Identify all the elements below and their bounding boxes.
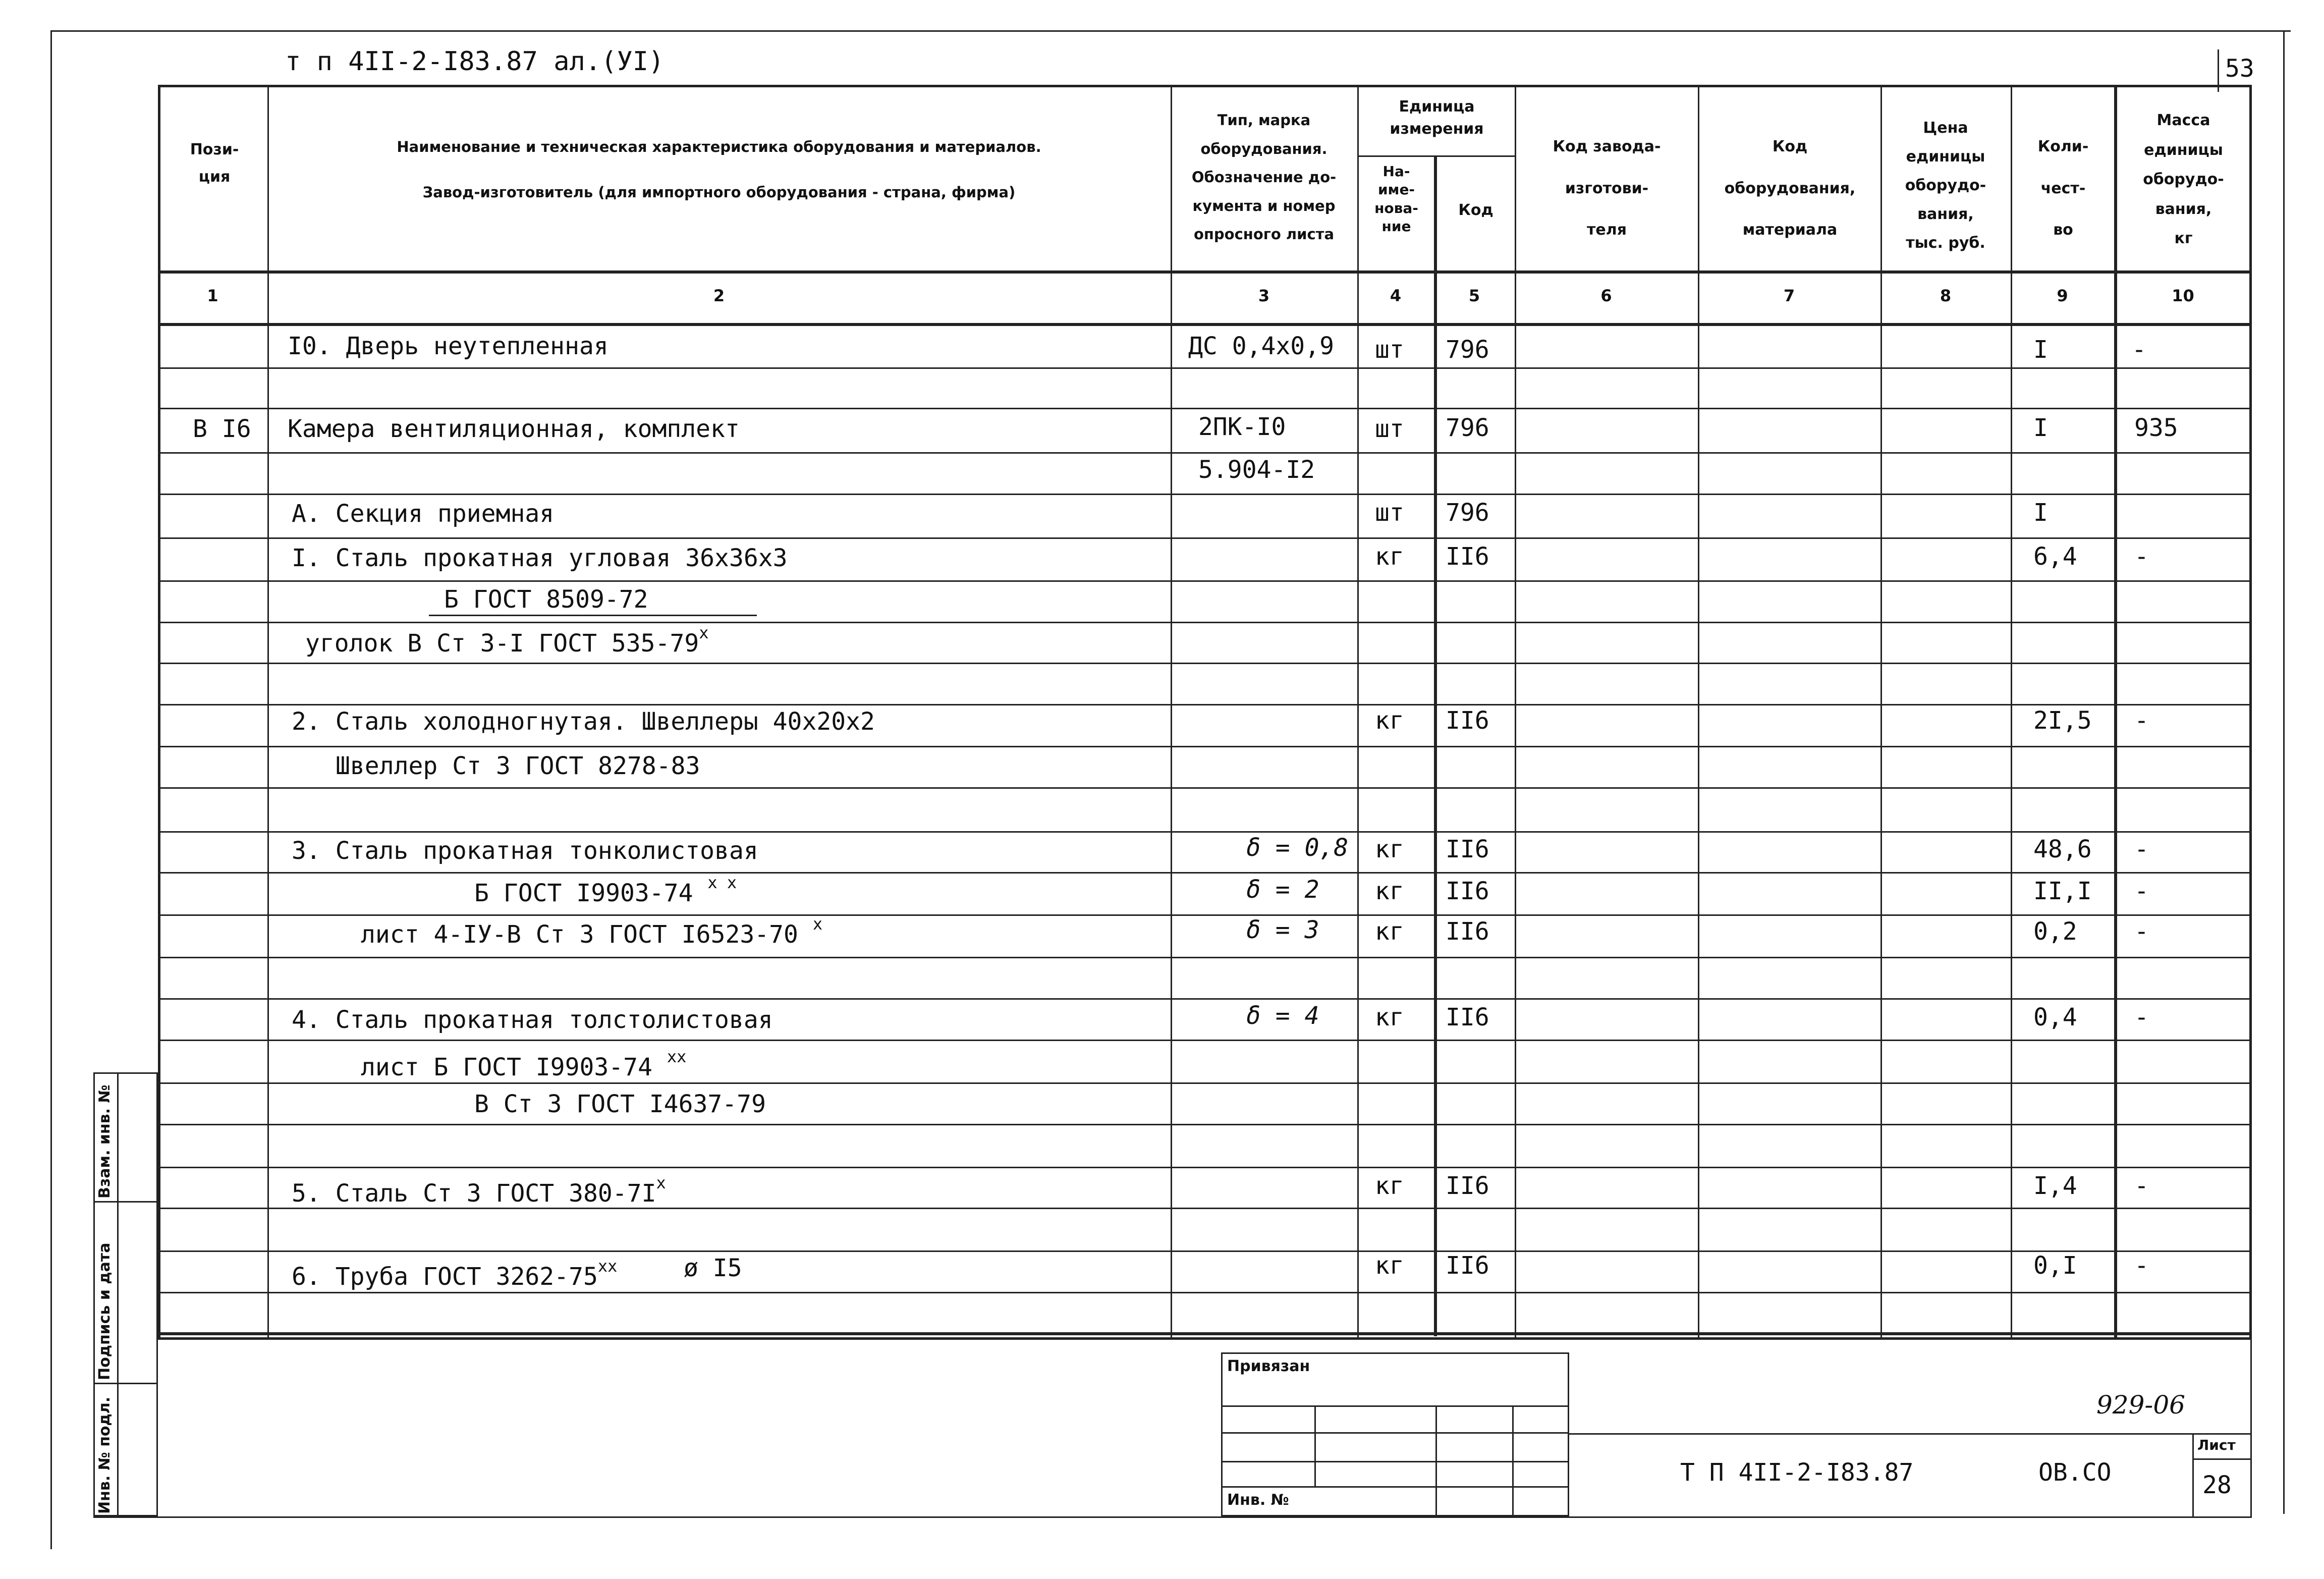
row-type: 5.904-I2 (1198, 456, 1315, 484)
col-number-8: 8 (1940, 286, 1952, 305)
row-name-text: 5. Сталь Ст 3 ГОСТ 380-7I (292, 1179, 656, 1208)
row-name (292, 1173, 666, 1208)
col-header-quantity: Коли- чест- во (2037, 138, 2089, 239)
row-mass: - (2134, 1172, 2149, 1200)
row-line (158, 1250, 2252, 1252)
row-name (361, 1047, 686, 1081)
row-name: Б ГОСТ 8509-72 (444, 585, 648, 614)
row-qty: 48,6 (2033, 835, 2092, 863)
row-line (158, 831, 2252, 833)
row-qty: 2I,5 (2033, 706, 2092, 735)
col-number-2: 2 (713, 286, 725, 305)
side-stamp-divider (117, 1072, 119, 1516)
row-name-sup: xx (667, 1047, 687, 1066)
row-line (158, 663, 2252, 664)
row-name-text: уголок В Ст 3-I ГОСТ 535-79 (305, 629, 699, 658)
row-code: II6 (1446, 542, 1489, 571)
col-number-1: 1 (207, 286, 218, 305)
side-stamp-inv-podl: Инв. № подл. (96, 1396, 114, 1514)
left-margin-line (50, 30, 52, 1549)
row-name: I0. Дверь неутепленная (288, 332, 608, 360)
row-name: 3. Сталь прокатная тонколистовая (292, 837, 758, 865)
col-line-3 (1357, 85, 1359, 1340)
col-header-position: Пози- ция (190, 141, 239, 186)
row-mass: - (2134, 542, 2149, 571)
sheet-number: 28 (2202, 1471, 2232, 1499)
bottom-frame-line (93, 1516, 2252, 1518)
col-number-10: 10 (2172, 286, 2194, 305)
row-line (158, 1124, 2252, 1125)
row-line (158, 1208, 2252, 1209)
row-name-sup: x (656, 1173, 666, 1192)
row-line (158, 704, 2252, 705)
row-line (158, 787, 2252, 789)
row-qty: 6,4 (2033, 542, 2077, 571)
row-mass: - (2134, 877, 2149, 905)
col-line-8 (2011, 85, 2012, 1340)
row-unit: шт (1375, 499, 1404, 527)
binding-line (1221, 1405, 1569, 1407)
row-unit: шт (1375, 336, 1404, 364)
col-header-unit-code: Код (1458, 201, 1493, 219)
header-bottom-line (158, 270, 2252, 274)
row-name: А. Секция приемная (292, 500, 555, 528)
col-line-1 (267, 85, 269, 1340)
row-name: I. Сталь прокатная угловая 36х36х3 (292, 544, 788, 572)
row-qty: I,4 (2033, 1172, 2077, 1200)
row-line (158, 1040, 2252, 1041)
col-header-unit-name: На- име- нова- ние (1374, 163, 1418, 235)
row-name (292, 1257, 617, 1291)
sheet-label: Лист (2197, 1437, 2236, 1453)
row-line (158, 494, 2252, 495)
inv-no-label: Инв. № (1227, 1491, 1289, 1509)
row-unit: кг (1375, 706, 1404, 735)
row-name: Швеллер Ст 3 ГОСТ 8278-83 (336, 752, 700, 780)
row-type: δ = 0,8 (1246, 834, 1349, 862)
row-position: В I6 (193, 415, 251, 443)
row-line (158, 1167, 2252, 1168)
col-number-9: 9 (2057, 286, 2068, 305)
row-name-sup: xx (597, 1257, 618, 1276)
row-code: 796 (1446, 414, 1489, 442)
row-type: δ = 4 (1246, 1002, 1319, 1030)
col-line-9 (2114, 85, 2117, 1340)
col-header-factory-code: Код завода- изготови- теля (1553, 138, 1661, 239)
row-line (158, 1082, 2252, 1084)
side-stamp-vzam-inv: Взам. инв. № (96, 1084, 114, 1199)
col-line-6 (1698, 85, 1699, 1340)
row-line (158, 408, 2252, 409)
row-mass: - (2134, 1003, 2149, 1031)
col-header-name-line2: Завод-изготовитель (для импортного оборудования - страна, фирма) (422, 184, 1016, 201)
row-type: ДС 0,4х0,9 (1188, 332, 1334, 360)
row-type: 2ПК-I0 (1198, 413, 1286, 441)
row-name: Камера вентиляционная, комплект (288, 415, 740, 443)
col-number-6: 6 (1600, 286, 1612, 305)
col-header-name-line1: Наименование и техническая характеристика оборудования и материалов. (397, 138, 1041, 155)
row-name (474, 873, 737, 907)
col-number-3: 3 (1258, 286, 1270, 305)
row-code: II6 (1446, 835, 1489, 863)
col-number-7: 7 (1783, 286, 1795, 305)
row-name-text: 6. Труба ГОСТ 3262-75 (292, 1263, 598, 1291)
row-line (158, 580, 2252, 582)
row-unit: кг (1375, 877, 1404, 905)
row-unit: кг (1375, 1251, 1404, 1280)
right-margin-line (2283, 30, 2285, 1514)
row-line (158, 872, 2252, 874)
binding-col (1512, 1405, 1514, 1516)
row-mass: - (2134, 835, 2149, 863)
row-line (158, 452, 2252, 454)
doc-ref-header: т п 4II-2-I83.87 ал.(УI) (285, 46, 665, 77)
row-type: δ = 3 (1246, 916, 1319, 944)
row-code: II6 (1446, 706, 1489, 735)
title-block-top-line (1569, 1433, 2252, 1435)
row-qty: II,I (2033, 877, 2092, 905)
row-code: II6 (1446, 1172, 1489, 1200)
fraction-line (429, 615, 757, 616)
row-unit: шт (1375, 415, 1404, 443)
row-code: II6 (1446, 917, 1489, 946)
col-line-5 (1515, 85, 1516, 1340)
row-line (158, 957, 2252, 958)
col-header-unit-group: Единица измерения (1390, 98, 1484, 138)
row-unit: кг (1375, 1172, 1404, 1200)
section-code: ОВ.СО (2038, 1458, 2112, 1487)
col-number-5: 5 (1468, 286, 1480, 305)
row-mass: - (2134, 706, 2149, 735)
row-name-text: лист Б ГОСТ I9903-74 (361, 1053, 652, 1081)
colnum-bottom-line (158, 323, 2252, 326)
row-code: II6 (1446, 877, 1489, 905)
row-name-text: лист 4-IУ-В Ст 3 ГОСТ I6523-70 (361, 920, 798, 949)
row-mass: - (2132, 336, 2146, 364)
binding-line (1221, 1461, 1569, 1462)
row-name (305, 623, 709, 658)
row-name (361, 914, 822, 949)
page-number: 53 (2225, 55, 2254, 83)
row-qty: I (2033, 336, 2048, 364)
table-body-bottom-line (158, 1332, 2252, 1335)
col-line-2 (1171, 85, 1172, 1340)
row-mass: 935 (2134, 414, 2178, 442)
row-name-sup: x (699, 623, 709, 642)
row-qty: 0,2 (2033, 917, 2077, 946)
row-qty: I (2033, 414, 2048, 442)
col-header-price: Цена единицы оборудо- вания, тыс. руб. (1905, 119, 1986, 252)
row-unit: кг (1375, 542, 1404, 571)
row-name-sup: x x (707, 873, 737, 892)
col-header-mass: Масса единицы оборудо- вания, кг (2143, 112, 2224, 247)
row-type: δ = 2 (1246, 876, 1319, 904)
row-mass: - (2134, 917, 2149, 946)
sheet-box-line (2192, 1458, 2252, 1460)
row-unit: кг (1375, 1003, 1404, 1031)
binding-col (1435, 1405, 1437, 1516)
row-name: 4. Сталь прокатная толстолистовая (292, 1006, 773, 1034)
col-header-equipment-code: Код оборудования, материала (1724, 138, 1856, 239)
binding-col (1314, 1405, 1316, 1486)
row-line (158, 367, 2252, 369)
row-unit: кг (1375, 917, 1404, 946)
row-code: II6 (1446, 1251, 1489, 1280)
row-name-suffix: ø I5 (684, 1254, 742, 1282)
row-line (158, 1292, 2252, 1293)
row-qty: 0,4 (2033, 1003, 2077, 1031)
col-header-type: Тип, марка оборудования. Обозначение до- кумента и номер опросного листа (1191, 112, 1337, 243)
row-qty: 0,I (2033, 1251, 2077, 1280)
binding-line (1221, 1486, 1569, 1488)
row-name: 2. Сталь холодногнутая. Швеллеры 40х20х2 (292, 707, 875, 736)
row-line (158, 746, 2252, 747)
row-name-text: Б ГОСТ I9903-74 (474, 879, 693, 907)
row-name: В Ст 3 ГОСТ I4637-79 (474, 1090, 766, 1118)
row-code: 796 (1446, 499, 1489, 527)
row-mass: - (2134, 1251, 2149, 1280)
doc-code: Т П 4II-2-I83.87 (1680, 1458, 1914, 1487)
row-name-sup: x (812, 914, 823, 934)
row-code: 796 (1446, 336, 1489, 364)
col-line-7 (1880, 85, 1882, 1340)
handwritten-number: 929-06 (2096, 1390, 2185, 1420)
col-number-4: 4 (1390, 286, 1402, 305)
row-line (158, 998, 2252, 1000)
binding-line (1221, 1432, 1569, 1434)
binding-label: Привязан (1227, 1357, 1310, 1375)
side-stamp-row-line (93, 1201, 158, 1203)
top-margin-line (50, 30, 2291, 32)
side-stamp-row-line (93, 1383, 158, 1384)
side-stamp-podpis-data: Подпись и дата (96, 1242, 114, 1380)
row-line (158, 537, 2252, 539)
row-qty: I (2033, 499, 2048, 527)
row-code: II6 (1446, 1003, 1489, 1031)
row-unit: кг (1375, 835, 1404, 863)
